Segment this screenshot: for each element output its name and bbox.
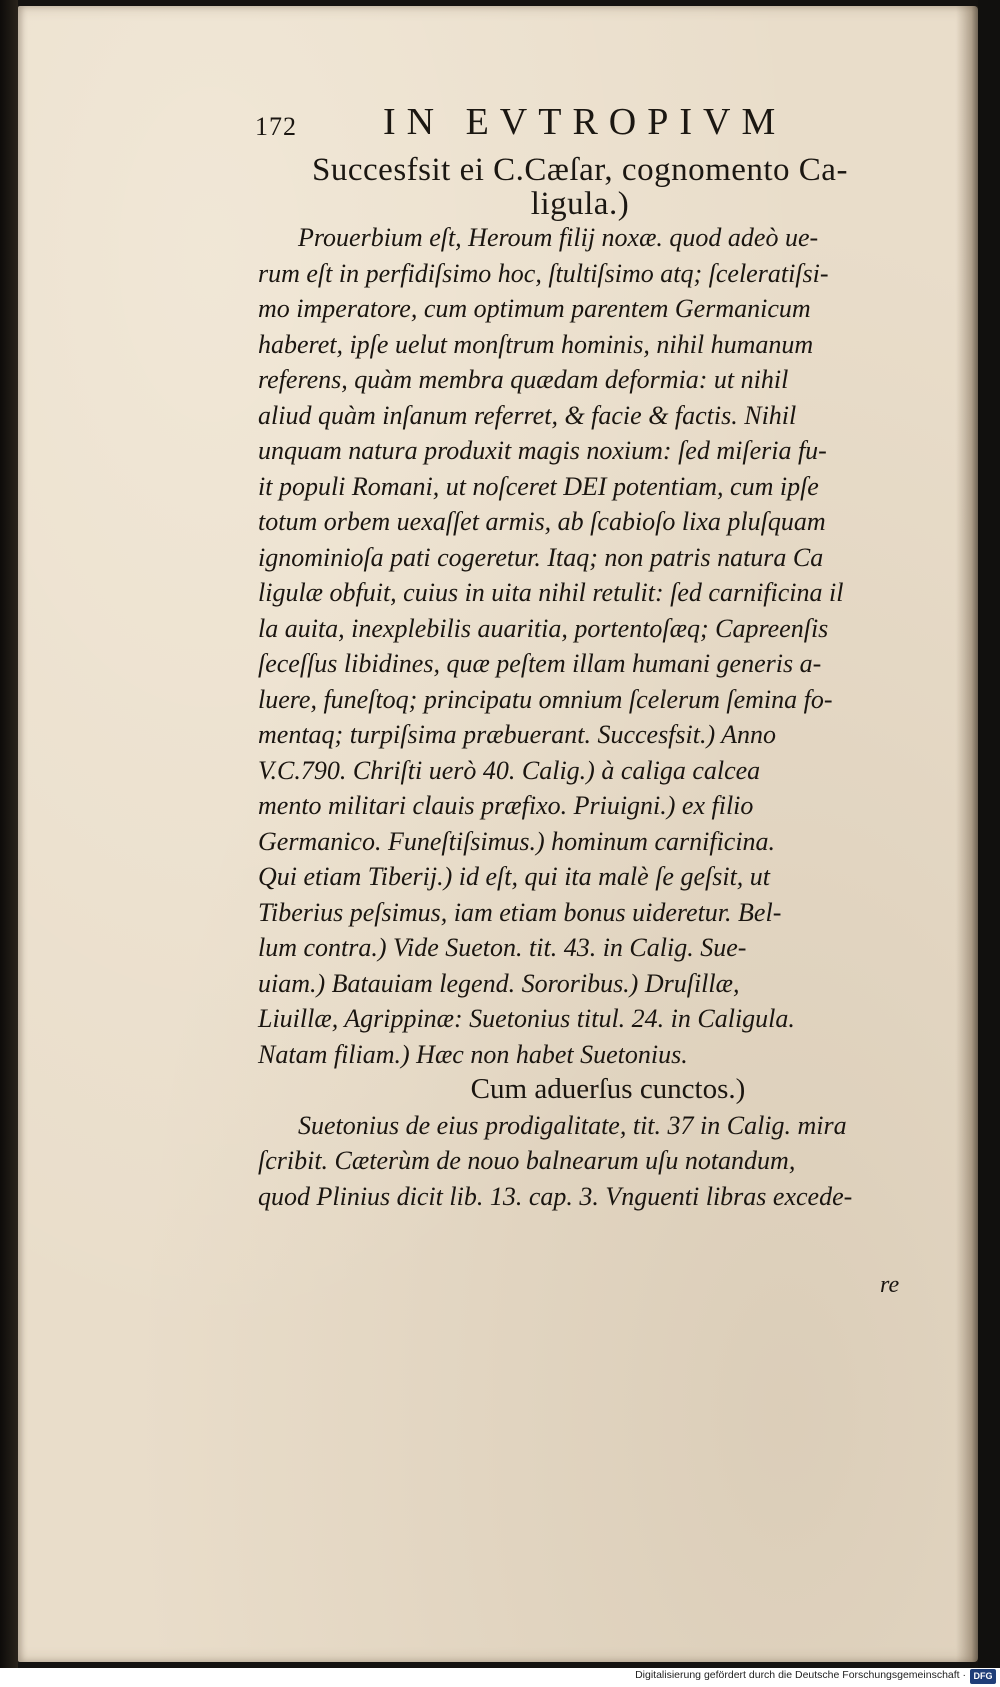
text-line: lum contra.) Vide Sueton. tit. 43. in Calig. Sue- (258, 933, 747, 962)
commentary-text (258, 220, 898, 1214)
text-line: luere, funeſtoq; principatu omnium ſcelerum ſemina fo- (258, 684, 833, 714)
text-line: it populi Romani, ut noſceret DEI potentiam, cum ipſe (258, 471, 819, 501)
text-line: aliud quàm inſanum referret, & facie & factis. Nihil (258, 400, 797, 430)
scan-border-left (0, 0, 18, 1668)
text-line: totum orbem uexaſſet armis, ab ſcabioſo lixa pluſquam (258, 507, 826, 536)
funding-credit: Digitalisierung gefördert durch die Deutsche Forschungsgemeinschaft · (635, 1669, 966, 1681)
scan-border-right (978, 0, 1000, 1668)
text-line: uiam.) Batauiam legend. Sororibus.) Druſillæ, (258, 968, 740, 998)
text-line: rum eſt in perfidiſsimo hoc, ſtultiſsimo atq; ſceleratiſsi- (258, 258, 829, 288)
text-line: ignominioſa pati cogeretur. Itaq; non patris natura Ca (258, 542, 824, 572)
text-line: la auita, inexplebilis auaritia, portentoſæq; Capreenſis (258, 613, 829, 643)
text-line: Suetonius de eius prodigalitate, tit. 37 in Calig. mira (298, 1110, 847, 1140)
section-heading: Cum aduerſus cunctos.) (470, 1073, 746, 1105)
text-line: unquam natura produxit magis noxium: ſed miſeria fu- (258, 436, 827, 465)
chapter-title-line-1: Succesfsit ei C.Cæſar, cognomento Ca- (312, 152, 848, 188)
dfg-logo-icon: DFG (970, 1669, 996, 1684)
text-line: haberet, ipſe uelut monſtrum hominis, nihil humanum (258, 329, 814, 359)
text-line: ſcribit. Cæterùm de nouo balnearum uſu notandum, (258, 1146, 796, 1175)
text-line: mentaq; turpiſsima præbuerant. Succesfsit.) Anno (258, 720, 777, 749)
text-line: referens, quàm membra quædam deformia: ut nihil (258, 365, 789, 394)
text-line: Germanico. Funeſtiſsimus.) hominum carnificina. (258, 826, 776, 856)
running-head: IN EVTROPIVM (383, 101, 787, 143)
text-line: Natam filiam.) Hæc non habet Suetonius. (258, 1039, 688, 1069)
text-line: quod Plinius dicit lib. 13. cap. 3. Vnguenti libras excede- (258, 1181, 853, 1211)
text-line: Liuillæ, Agrippinæ: Suetonius titul. 24. in Caligula. (258, 1004, 795, 1033)
text-line: mo imperatore, cum optimum parentem Germanicum (258, 294, 811, 323)
page-number: 172 (255, 112, 297, 141)
page-header (255, 100, 955, 148)
digitization-footer (0, 1668, 1000, 1687)
text-line: ligulæ obfuit, cuius in uita nihil retulit: ſed carnificina il (258, 578, 844, 607)
text-line: Qui etiam Tiberij.) id eſt, qui ita malè ſe geſsit, ut (258, 862, 771, 891)
page-gutter-shadow (956, 6, 978, 1662)
chapter-title-line-2: ligula.) (530, 186, 630, 222)
text-line: Prouerbium eſt, Heroum filij noxæ. quod adeò ue- (298, 223, 819, 252)
text-line: ſeceſſus libidines, quæ peſtem illam humani generis a- (258, 649, 822, 678)
catchword: re (880, 1272, 900, 1298)
text-line: mento militari clauis præfixo. Priuigni.) ex filio (258, 791, 754, 820)
text-line: Tiberius peſsimus, iam etiam bonus uideretur. Bel- (258, 897, 782, 927)
text-line: V.C.790. Chriſti uerò 40. Calig.) à caliga calcea (258, 755, 761, 785)
